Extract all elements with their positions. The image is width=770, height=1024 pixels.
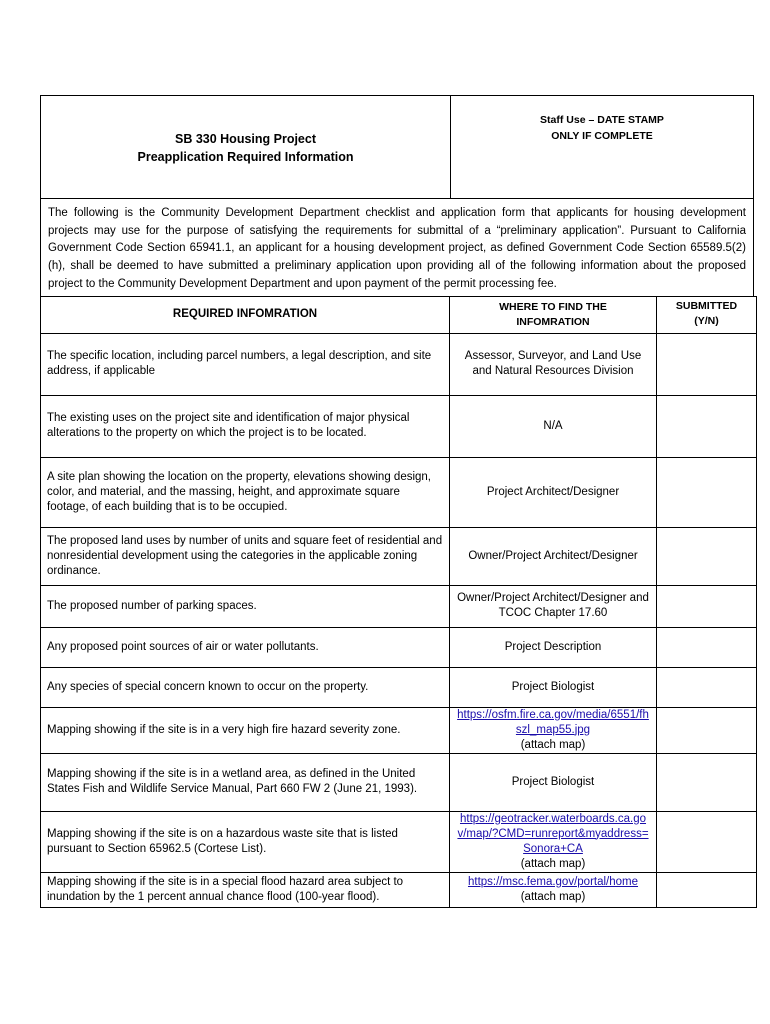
- submitted-cell[interactable]: [657, 585, 757, 627]
- where-to-find-cell: N/A: [450, 395, 657, 457]
- table-row: [41, 333, 757, 395]
- col-header-required-info: REQUIRED INFOMRATION: [41, 296, 450, 333]
- attach-map-note: (attach map): [520, 738, 586, 751]
- where-to-find-cell: [450, 811, 657, 872]
- table-row: [41, 753, 757, 811]
- table-header-row: [41, 296, 757, 333]
- col-header-where-line2: INFOMRATION: [516, 315, 590, 328]
- form-title: [41, 96, 451, 198]
- submitted-cell[interactable]: [657, 753, 757, 811]
- submitted-cell[interactable]: [657, 527, 757, 585]
- submitted-cell[interactable]: [657, 811, 757, 872]
- where-to-find-cell: Assessor, Surveyor, and Land Use and Natural Resources Division: [450, 333, 657, 395]
- required-info-table: [40, 296, 757, 908]
- table-row: [41, 667, 757, 707]
- where-to-find-cell: Project Biologist: [450, 667, 657, 707]
- col-header-where-line1: WHERE TO FIND THE: [499, 300, 607, 313]
- where-to-find-cell: Owner/Project Architect/Designer and TCOC Chapter 17.60: [450, 585, 657, 627]
- submitted-cell[interactable]: [657, 872, 757, 907]
- table-row: [41, 585, 757, 627]
- submitted-cell[interactable]: [657, 667, 757, 707]
- col-header-submitted-line2: (Y/N): [694, 314, 719, 327]
- required-info-cell: Mapping showing if the site is in a wetland area, as defined in the United States Fish and Wildlife Service Manual, Part 660 FW 2 (June 21, 1993).: [41, 753, 450, 811]
- required-info-cell: Mapping showing if the site is on a hazardous waste site that is listed pursuant to Section 65962.5 (Cortese List).: [41, 811, 450, 872]
- staff-use-sublabel: ONLY IF COMPLETE: [551, 130, 653, 142]
- where-to-find-cell: Project Biologist: [450, 753, 657, 811]
- form-header: [40, 95, 754, 198]
- table-row: [41, 527, 757, 585]
- table-row: [41, 395, 757, 457]
- required-info-cell: The existing uses on the project site and identification of major physical alterations to the property on which the project is to be located.: [41, 395, 450, 457]
- col-header-where-to-find: [450, 296, 657, 333]
- table-row: [41, 627, 757, 667]
- fire-hazard-map-link[interactable]: https://osfm.fire.ca.gov/media/6551/fhszl_map55.jpg: [457, 708, 649, 736]
- required-info-cell: Mapping showing if the site is in a very high fire hazard severity zone.: [41, 707, 450, 753]
- intro-paragraph: The following is the Community Development Department checklist and application form that applicants for housing development projects may use for the purpose of satisfying the requirements for submittal of a “preliminary application”. Pursuant to California Government Code Section 65941.1, an applicant for a housing development project, as defined Government Code Section 65589.5(2)(h), shall be deemed to have submitted a preliminary application upon providing all of the following information about the proposed project to the Community Development Department and upon payment of the permit processing fee.: [40, 198, 754, 296]
- form-title-line2: Preapplication Required Information: [137, 150, 354, 164]
- required-info-cell: Mapping showing if the site is in a special flood hazard area subject to inundation by the 1 percent annual chance flood (100-year flood).: [41, 872, 450, 907]
- table-row: [41, 707, 757, 753]
- where-to-find-cell: Project Architect/Designer: [450, 457, 657, 527]
- col-header-submitted: [657, 296, 757, 333]
- col-header-submitted-line1: SUBMITTED: [675, 299, 738, 312]
- submitted-cell[interactable]: [657, 333, 757, 395]
- required-info-cell: The specific location, including parcel numbers, a legal description, and site address, if applicable: [41, 333, 450, 395]
- form-title-line1: SB 330 Housing Project: [174, 132, 316, 146]
- table-row: [41, 811, 757, 872]
- where-to-find-cell: Project Description: [450, 627, 657, 667]
- staff-date-stamp-box: [451, 96, 753, 198]
- table-row: [41, 872, 757, 907]
- where-to-find-cell: [450, 872, 657, 907]
- table-row: [41, 457, 757, 527]
- staff-use-label: Staff Use – DATE STAMP: [540, 114, 664, 126]
- submitted-cell[interactable]: [657, 457, 757, 527]
- where-to-find-cell: [450, 707, 657, 753]
- preapplication-form: [40, 95, 754, 908]
- required-info-cell: The proposed number of parking spaces.: [41, 585, 450, 627]
- cortese-list-map-link[interactable]: https://geotracker.waterboards.ca.gov/map/?CMD=runreport&myaddress=Sonora+CA: [457, 812, 649, 855]
- submitted-cell[interactable]: [657, 627, 757, 667]
- required-info-cell: The proposed land uses by number of units and square feet of residential and nonresidential development using the categories in the applicable zoning ordinance.: [41, 527, 450, 585]
- attach-map-note: (attach map): [520, 857, 586, 870]
- required-info-cell: Any proposed point sources of air or water pollutants.: [41, 627, 450, 667]
- submitted-cell[interactable]: [657, 707, 757, 753]
- submitted-cell[interactable]: [657, 395, 757, 457]
- fema-flood-map-link[interactable]: https://msc.fema.gov/portal/home: [467, 875, 639, 888]
- required-info-cell: Any species of special concern known to occur on the property.: [41, 667, 450, 707]
- where-to-find-cell: Owner/Project Architect/Designer: [450, 527, 657, 585]
- required-info-cell: A site plan showing the location on the property, elevations showing design, color, and material, and the massing, height, and approximate square footage, of each building that is to be occupied.: [41, 457, 450, 527]
- attach-map-note: (attach map): [520, 890, 586, 903]
